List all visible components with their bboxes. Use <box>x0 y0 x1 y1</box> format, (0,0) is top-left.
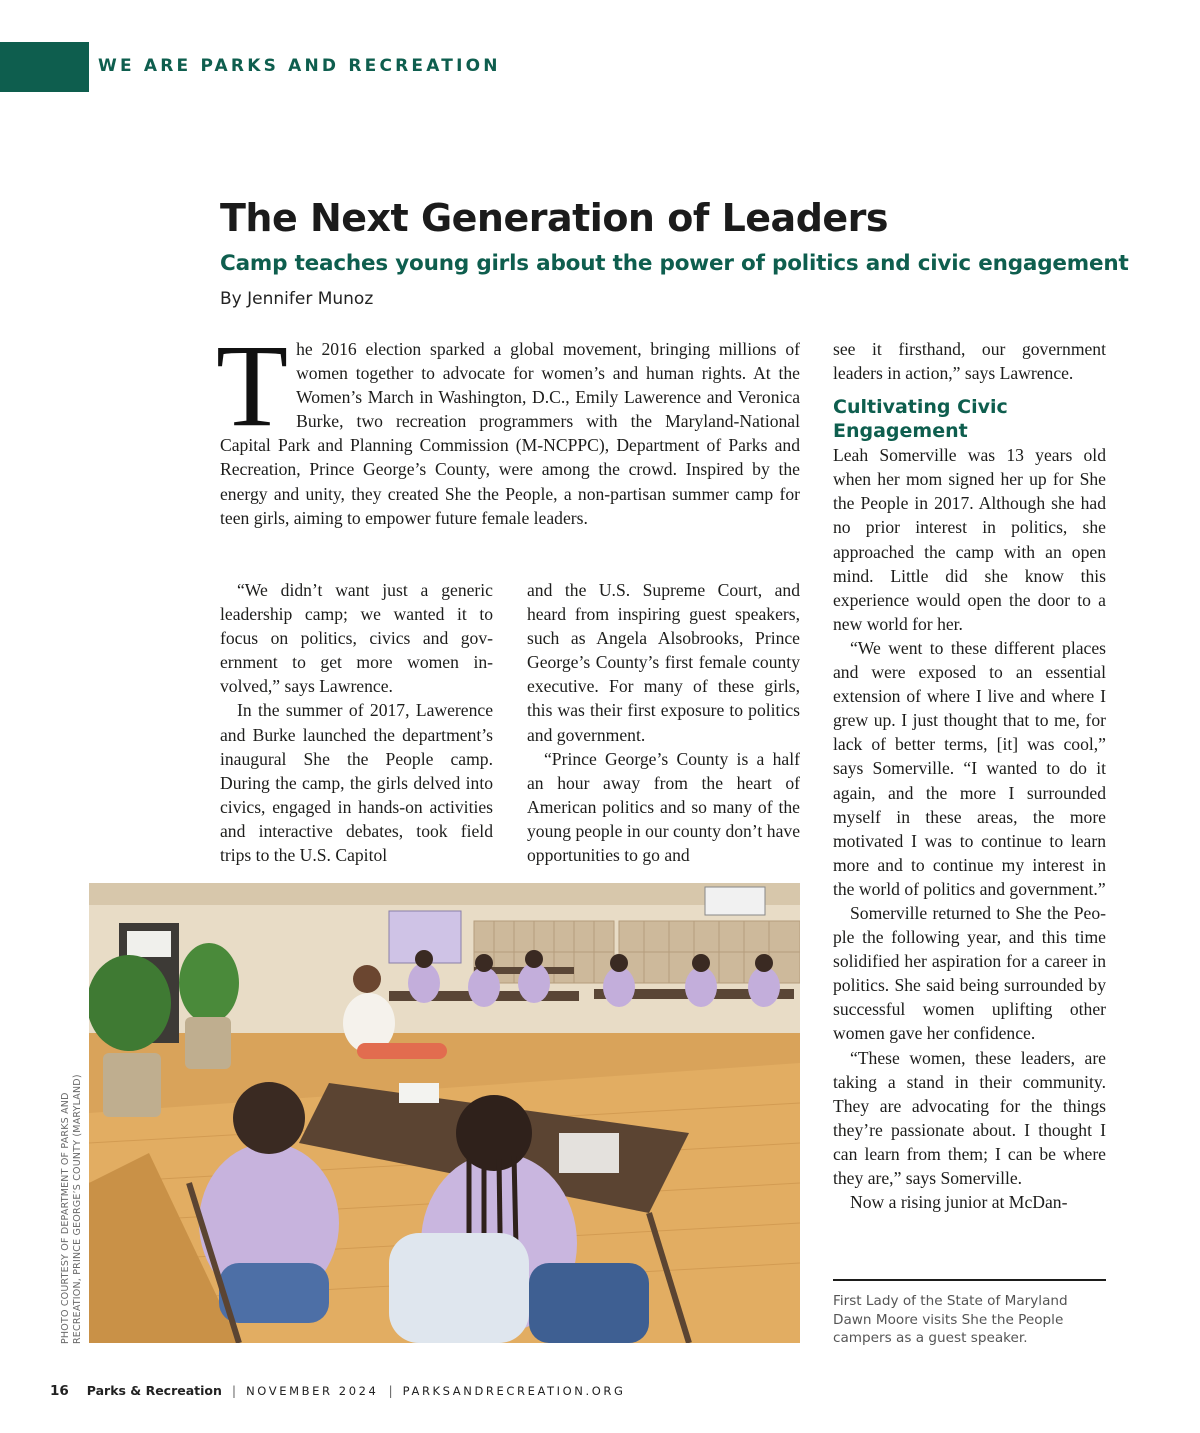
website-url[interactable]: PARKSANDRECREATION.ORG <box>402 1384 626 1398</box>
article-title: The Next Generation of Leaders <box>220 196 889 240</box>
paragraph: “Prince George’s County is a half an hour away from the heart of American politics and so many of the young people in our county don’t have opportunities to go and <box>527 748 800 866</box>
magazine-name: Parks & Recreation <box>86 1383 222 1398</box>
paragraph: In the summer of 2017, Lawerence and Burke launched the department’s inaugural She the People camp. During the camp, the girls delved into civics, engaged in hands-on activities and interactive debates, took field trips to the U.S. Capitol <box>220 700 493 866</box>
intro-paragraph <box>216 320 800 530</box>
paragraph: Leah Somerville was 13 years old when her mom signed her up for She the People in 2017. Although she had no prior interest in politics, she approached the camp with an open mind. Little did she know this experience would open the door to a new world for her. <box>833 445 1106 634</box>
paragraph: Now a rising junior at McDan- <box>850 1192 1068 1213</box>
body-column-3 <box>833 337 1106 1214</box>
footer-separator: | <box>231 1383 237 1398</box>
paragraph: “We didn’t want just a generic leadership camp; we wanted it to focus on politics, civics and government to get more women involved,” says Lawrence. <box>220 580 493 697</box>
caption-rule <box>833 1279 1106 1281</box>
section-label: WE ARE PARKS AND RECREATION <box>98 56 501 76</box>
footer-separator: | <box>388 1383 393 1398</box>
paragraph: Somerville returned to She the People the following year, and this time solidified her aspiration for a career in politics. She said being surrounded by successful women uplifting other women gave her confidence. <box>833 902 1106 1044</box>
paragraph: and the U.S. Supreme Court, and heard from inspiring guest speakers, such as Angela Alsobrooks, Prince George’s County’s first female county executive. For many of these girls, this was their first exposure to politics and government. <box>527 580 800 745</box>
body-column-2 <box>527 578 800 867</box>
section-subhead: Cultivating Civic Engagement <box>833 396 1008 443</box>
body-column-1 <box>220 578 493 867</box>
article-photo <box>89 883 800 1343</box>
byline: By Jennifer Munoz <box>220 289 374 309</box>
issue-date: NOVEMBER 2024 <box>246 1384 379 1398</box>
photo-caption: First Lady of the State of Maryland Dawn Moore visits She the People campers as a guest speaker. <box>833 1293 1068 1346</box>
section-color-bar <box>0 42 89 92</box>
drop-cap: T <box>216 320 289 451</box>
paragraph: “These women, these leaders, are taking a stand in their community. They are advocating for the things they’re passionate about. I thought I can learn from them; I can be where they are,” says Somerville. <box>833 1047 1106 1188</box>
intro-text: he 2016 election sparked a global movement, bringing millions of women together to advocate for women’s and human rights. At the Women’s March in Washington, D.C., Emily Lawerence and Veronica Burke, two recreation programmers with the Maryland-National Capital Park and Planning Commission (M-NCPPC), Department of Parks and Recreation, Prince George’s County, were among the crowd. Inspired by the energy and unity, they created She the People, a non-partisan summer camp for teen girls, aiming to empower future female leaders. <box>220 339 800 528</box>
paragraph: see it firsthand, our government leaders in action,” says Lawrence. <box>833 339 1106 384</box>
photo-credit: PHOTO COURTESY OF DEPARTMENT OF PARKS AND RECREATION, PRINCE GEORGE’S COUNTY (MARYLAND) <box>60 1074 83 1344</box>
paragraph: “We went to these different places and were exposed to an essential extension of where I live and where I grew up. I just thought that to me, for lack of better terms, [it] was cool,” says Somerville. “I wanted to do it again, and the more I surrounded myself in these areas, the more motivated I was to continue to learn more and to continue my interest in the world of politics and government.” <box>833 637 1106 899</box>
page-footer <box>50 1383 626 1399</box>
page-number: 16 <box>50 1383 69 1399</box>
article-subtitle: Camp teaches young girls about the power of politics and civic engagement <box>220 251 1129 276</box>
